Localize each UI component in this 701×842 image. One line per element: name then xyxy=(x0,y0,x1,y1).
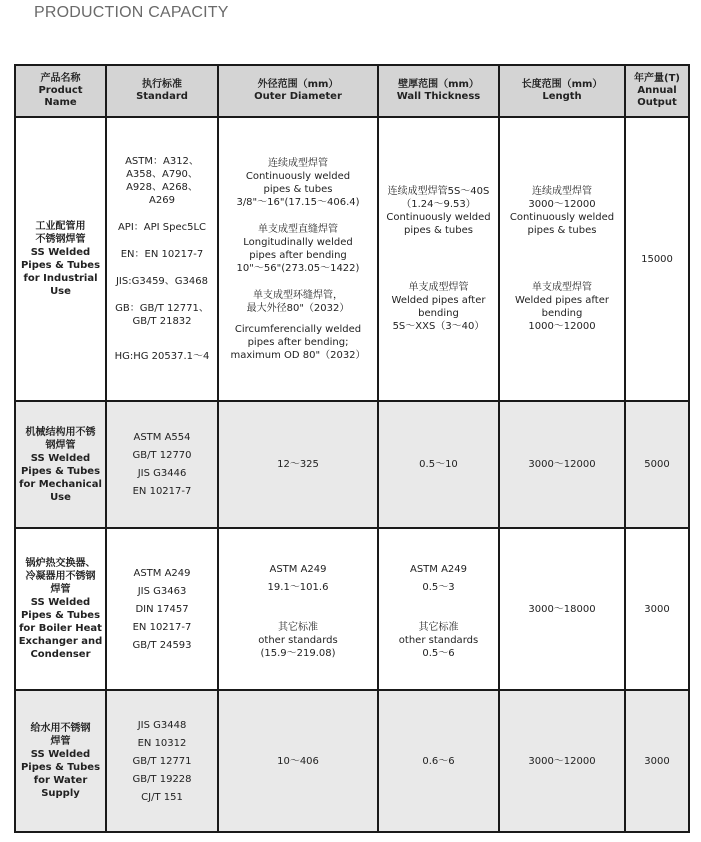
length-cell: 3000～18000 xyxy=(499,528,625,690)
table-row xyxy=(15,528,689,690)
product-name-cell: 锅炉热交换器、 冷凝器用不锈钢 焊管 SS Welded Pipes & Tubes for Boiler Heat Exchanger and Condenser xyxy=(15,528,106,690)
table-row xyxy=(15,690,689,832)
header-product: 产品名称 Product Name xyxy=(15,65,106,117)
header-standard: 执行标准 Standard xyxy=(106,65,218,117)
standard-cell: JIS G3448 EN 10312 GB/T 12771 GB/T 19228 CJ/T 151 xyxy=(106,690,218,832)
header-annual-output: 年产量(T) Annual Output xyxy=(625,65,689,117)
product-name-cell: 给水用不锈钢 焊管 SS Welded Pipes & Tubes for Water Supply xyxy=(15,690,106,832)
wall-thickness-cell: 0.5～10 xyxy=(378,401,499,528)
outer-diameter-cell: 12～325 xyxy=(218,401,378,528)
production-capacity-table xyxy=(14,64,690,833)
wall-thickness-cell: 0.6～6 xyxy=(378,690,499,832)
annual-output-cell: 5000 xyxy=(625,401,689,528)
outer-diameter-cell: 连续成型焊管 Continuously welded pipes & tubes 3/8"～16"(17.15～406.4) 单支成型直缝焊管 Longitudinally welded pipes after bending 10"～56"(273.05～1422) 单支成型环缝焊管， 最大外径80"（2032） Circumferencially welded pipes after bending; maximum OD 80"（2032） xyxy=(218,117,378,401)
header-wall-thickness: 壁厚范围（mm） Wall Thickness xyxy=(378,65,499,117)
page-title: PRODUCTION CAPACITY xyxy=(34,4,229,21)
table-row xyxy=(15,117,689,401)
wall-thickness-cell: 连续成型焊管5S～40S （1.24～9.53） Continuously welded pipes & tubes 单支成型焊管 Welded pipes after bending 5S～XXS（3～40） xyxy=(378,117,499,401)
outer-diameter-cell: ASTM A249 19.1～101.6 其它标准 other standards (15.9～219.08) xyxy=(218,528,378,690)
header-outer-diameter: 外径范围（mm） Outer Diameter xyxy=(218,65,378,117)
product-name-cell: 工业配管用 不锈钢焊管 SS Welded Pipes & Tubes for Industrial Use xyxy=(15,117,106,401)
length-cell: 3000～12000 xyxy=(499,401,625,528)
standard-cell: ASTM：A312、 A358、A790、 A928、A268、 A269 API：API Spec5LC EN：EN 10217-7 JIS:G3459、G3468 GB：GB/T 12771、 GB/T 21832 HG:HG 20537.1～4 xyxy=(106,117,218,401)
annual-output-cell: 3000 xyxy=(625,528,689,690)
standard-cell: ASTM A554 GB/T 12770 JIS G3446 EN 10217-7 xyxy=(106,401,218,528)
table-row xyxy=(15,401,689,528)
length-cell: 连续成型焊管 3000～12000 Continuously welded pipes & tubes 单支成型焊管 Welded pipes after bending 1000～12000 xyxy=(499,117,625,401)
annual-output-cell: 15000 xyxy=(625,117,689,401)
annual-output-cell: 3000 xyxy=(625,690,689,832)
outer-diameter-cell: 10～406 xyxy=(218,690,378,832)
header-length: 长度范围（mm） Length xyxy=(499,65,625,117)
table-header-row xyxy=(15,65,689,117)
product-name-cell: 机械结构用不锈 钢焊管 SS Welded Pipes & Tubes for Mechanical Use xyxy=(15,401,106,528)
standard-cell: ASTM A249 JIS G3463 DIN 17457 EN 10217-7 GB/T 24593 xyxy=(106,528,218,690)
wall-thickness-cell: ASTM A249 0.5～3 其它标准 other standards 0.5～6 xyxy=(378,528,499,690)
length-cell: 3000～12000 xyxy=(499,690,625,832)
